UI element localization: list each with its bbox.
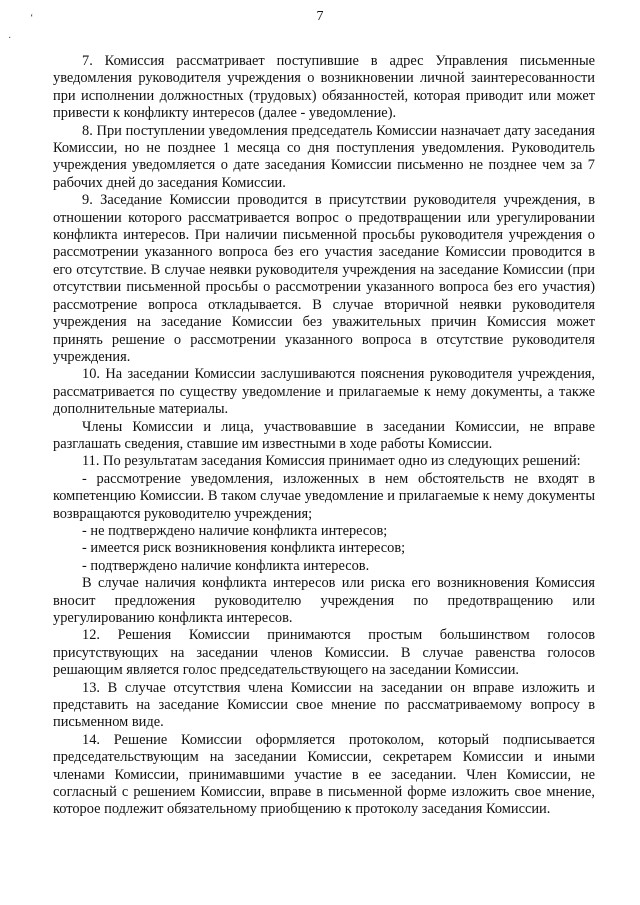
scan-mark: ·: [8, 33, 12, 44]
paragraph-10: 10. На заседании Комиссии заслушиваются пояснения руководителя учреждения, рассматривается по существу уведомление и прилагаемые к нему документы, а также дополнительные материалы.: [53, 366, 595, 418]
list-item: - подтверждено наличие конфликта интересов.: [82, 557, 370, 574]
paragraph-10-continued: Члены Комиссии и лица, участвовавшие в заседании Комиссии, не вправе разглашать сведения, ставшие им известными в ходе работы Комиссии.: [53, 418, 595, 452]
paragraph-11-continued: В случае наличия конфликта интересов или риска его возникновения Комиссия вносит предложения руководителю учреждения по предотвращению или урегулированию конфликта интересов.: [53, 575, 595, 626]
list-item: - имеется риск возникновения конфликта интересов;: [82, 540, 406, 557]
document-body: [53, 53, 595, 819]
paragraph-7: 7. Комиссия рассматривает поступившие в адрес Управления письменные уведомления руководителя учреждения о возникновении личной заинтересованности при исполнении должностных (трудовых) обязанностей, которая приводит или может привести к конфликту интересов (далее - уведомление).: [53, 53, 595, 122]
list-item: - рассмотрение уведомления, изложенных в нем обстоятельств не входят в компетенцию Комиссии. В таком случае уведомление и прилагаемые к нему документы возвращаются руководителю учреждения;: [53, 470, 595, 522]
paragraph-14: 14. Решение Комиссии оформляется протоколом, который подписывается председательствующим на заседании Комиссии, секретарем Комиссии и иными членами Комиссии, принимавшими участие в ее заседании. Член Комиссии, не согласный с решением Комиссии, вправе в письменной форме изложить свое мнение, которое подлежит обязательному приобщению к протоколу заседания Комиссии.: [53, 731, 595, 818]
list-item: - не подтверждено наличие конфликта интересов;: [82, 522, 388, 539]
paragraph-12: 12. Решения Комиссии принимаются простым большинством голосов присутствующих на заседании членов Комиссии. В случае равенства голосов решающим является голос председательствующего на заседании Комиссии.: [53, 627, 595, 679]
paragraph-9: 9. Заседание Комиссии проводится в присутствии руководителя учреждения, в отношении которого рассматривается вопрос о предотвращении или урегулировании конфликта интересов. При наличии письменной просьбы руководителя учреждения о рассмотрении указанного вопроса без его участия заседание Комиссии проводится в его отсутствие. В случае неявки руководителя учреждения на заседание Комиссии (при отсутствии письменной просьбы о рассмотрении указанного вопроса без его участия) рассмотрение вопроса откладывается. В случае вторичной неявки руководителя учреждения на заседание Комиссии без уважительных причин Комиссия может принять решение о рассмотрении указанного вопроса в отсутствие руководителя учреждения.: [53, 192, 595, 365]
paragraph-8: 8. При поступлении уведомления председатель Комиссии назначает дату заседания Комиссии, но не позднее 1 месяца со дня поступления уведомления. Руководитель учреждения уведомляется о дате заседания Комиссии письменно не позднее чем за 7 рабочих дней до заседания Комиссии.: [53, 122, 595, 191]
page-number: 7: [316, 9, 324, 24]
paragraph-13: 13. В случае отсутствия члена Комиссии на заседании он вправе изложить и представить на заседание Комиссии свое мнение по рассматриваемому вопросу в письменном виде.: [53, 679, 595, 731]
paragraph-11: 11. По результатам заседания Комиссия принимает одно из следующих решений:: [82, 453, 581, 470]
scan-mark: ‘: [30, 13, 34, 24]
